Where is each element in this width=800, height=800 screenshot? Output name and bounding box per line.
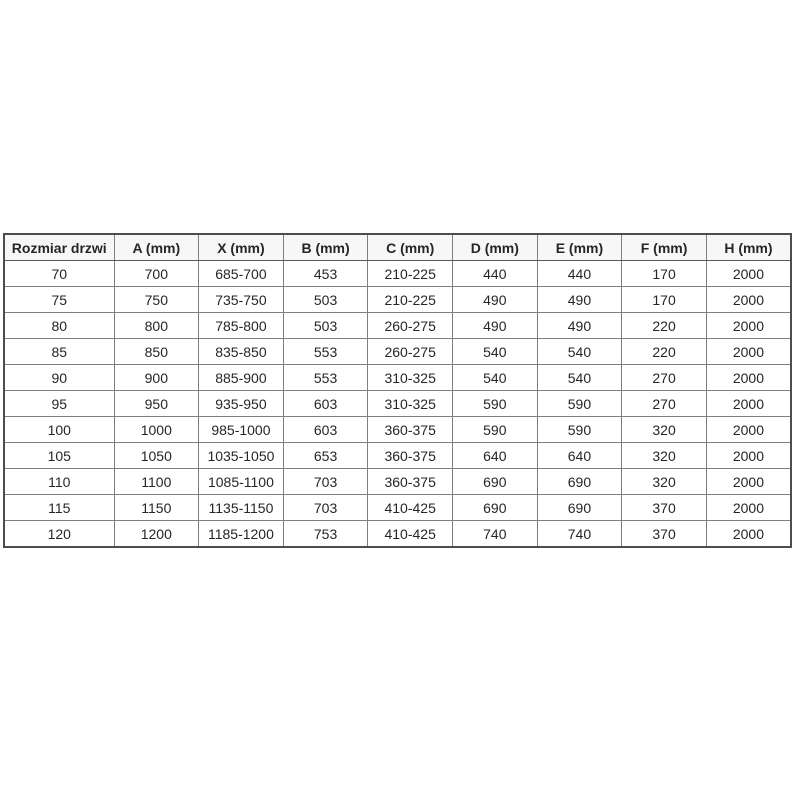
table-row bbox=[4, 339, 791, 365]
column-header-b-mm: B (mm) bbox=[283, 234, 368, 261]
table-row bbox=[4, 287, 791, 313]
column-header-f-mm: F (mm) bbox=[622, 234, 707, 261]
door-dimensions-table bbox=[3, 233, 792, 548]
table-row bbox=[4, 495, 791, 521]
table-cell: 320 bbox=[622, 417, 707, 443]
table-cell: 320 bbox=[622, 443, 707, 469]
table-cell: 270 bbox=[622, 391, 707, 417]
table-cell: 835-850 bbox=[199, 339, 284, 365]
column-header-e-mm: E (mm) bbox=[537, 234, 622, 261]
table-cell: 640 bbox=[537, 443, 622, 469]
column-header-d-mm: D (mm) bbox=[453, 234, 538, 261]
table-cell: 1050 bbox=[114, 443, 199, 469]
table-cell: 360-375 bbox=[368, 469, 453, 495]
table-cell: 900 bbox=[114, 365, 199, 391]
table-cell: 440 bbox=[537, 261, 622, 287]
table-cell: 120 bbox=[4, 521, 114, 548]
table-cell: 210-225 bbox=[368, 287, 453, 313]
table-cell: 75 bbox=[4, 287, 114, 313]
table-cell: 503 bbox=[283, 313, 368, 339]
table-cell: 935-950 bbox=[199, 391, 284, 417]
table-cell: 685-700 bbox=[199, 261, 284, 287]
table-cell: 703 bbox=[283, 495, 368, 521]
table-cell: 1000 bbox=[114, 417, 199, 443]
table-cell: 2000 bbox=[706, 365, 791, 391]
table-cell: 100 bbox=[4, 417, 114, 443]
table-cell: 1100 bbox=[114, 469, 199, 495]
table-cell: 540 bbox=[453, 365, 538, 391]
table-row bbox=[4, 365, 791, 391]
table-cell: 320 bbox=[622, 469, 707, 495]
table-cell: 590 bbox=[453, 391, 538, 417]
table-cell: 700 bbox=[114, 261, 199, 287]
table-body bbox=[4, 261, 791, 548]
table-cell: 985-1000 bbox=[199, 417, 284, 443]
table-cell: 360-375 bbox=[368, 443, 453, 469]
table-cell: 690 bbox=[537, 469, 622, 495]
table-cell: 553 bbox=[283, 339, 368, 365]
table-cell: 640 bbox=[453, 443, 538, 469]
table-row bbox=[4, 261, 791, 287]
table-cell: 2000 bbox=[706, 339, 791, 365]
table-cell: 490 bbox=[537, 313, 622, 339]
table-cell: 703 bbox=[283, 469, 368, 495]
table-cell: 80 bbox=[4, 313, 114, 339]
table-cell: 540 bbox=[453, 339, 538, 365]
table-cell: 2000 bbox=[706, 417, 791, 443]
table-cell: 603 bbox=[283, 391, 368, 417]
table-cell: 260-275 bbox=[368, 313, 453, 339]
table-cell: 2000 bbox=[706, 287, 791, 313]
table-cell: 410-425 bbox=[368, 495, 453, 521]
table-cell: 270 bbox=[622, 365, 707, 391]
table-cell: 453 bbox=[283, 261, 368, 287]
table-row bbox=[4, 313, 791, 339]
table-cell: 1200 bbox=[114, 521, 199, 548]
table-cell: 740 bbox=[537, 521, 622, 548]
table-cell: 2000 bbox=[706, 443, 791, 469]
table-cell: 2000 bbox=[706, 391, 791, 417]
table-row bbox=[4, 443, 791, 469]
table-cell: 603 bbox=[283, 417, 368, 443]
table-cell: 1135-1150 bbox=[199, 495, 284, 521]
table-cell: 220 bbox=[622, 313, 707, 339]
table-cell: 785-800 bbox=[199, 313, 284, 339]
table-cell: 2000 bbox=[706, 469, 791, 495]
table-cell: 2000 bbox=[706, 521, 791, 548]
table-cell: 170 bbox=[622, 287, 707, 313]
table-cell: 590 bbox=[537, 417, 622, 443]
table-cell: 653 bbox=[283, 443, 368, 469]
table-cell: 70 bbox=[4, 261, 114, 287]
table-cell: 210-225 bbox=[368, 261, 453, 287]
table-cell: 90 bbox=[4, 365, 114, 391]
table-cell: 1185-1200 bbox=[199, 521, 284, 548]
table-cell: 1150 bbox=[114, 495, 199, 521]
table-cell: 850 bbox=[114, 339, 199, 365]
table-cell: 370 bbox=[622, 495, 707, 521]
column-header-a-mm: A (mm) bbox=[114, 234, 199, 261]
table-header-row bbox=[4, 234, 791, 261]
table-cell: 490 bbox=[453, 313, 538, 339]
table-cell: 690 bbox=[537, 495, 622, 521]
table-cell: 885-900 bbox=[199, 365, 284, 391]
table-row bbox=[4, 469, 791, 495]
column-header-x-mm: X (mm) bbox=[199, 234, 284, 261]
table-cell: 553 bbox=[283, 365, 368, 391]
table-cell: 590 bbox=[453, 417, 538, 443]
table-cell: 95 bbox=[4, 391, 114, 417]
table-cell: 690 bbox=[453, 495, 538, 521]
table-cell: 2000 bbox=[706, 261, 791, 287]
table-row bbox=[4, 417, 791, 443]
table-cell: 360-375 bbox=[368, 417, 453, 443]
table-row bbox=[4, 521, 791, 548]
table-cell: 800 bbox=[114, 313, 199, 339]
table-cell: 260-275 bbox=[368, 339, 453, 365]
table-cell: 85 bbox=[4, 339, 114, 365]
table-cell: 490 bbox=[453, 287, 538, 313]
table-cell: 490 bbox=[537, 287, 622, 313]
table-cell: 1085-1100 bbox=[199, 469, 284, 495]
column-header-rozmiar-drzwi: Rozmiar drzwi bbox=[4, 234, 114, 261]
table-cell: 440 bbox=[453, 261, 538, 287]
column-header-h-mm: H (mm) bbox=[706, 234, 791, 261]
table-cell: 740 bbox=[453, 521, 538, 548]
table-cell: 115 bbox=[4, 495, 114, 521]
table-cell: 370 bbox=[622, 521, 707, 548]
table-cell: 110 bbox=[4, 469, 114, 495]
table-cell: 950 bbox=[114, 391, 199, 417]
table-cell: 170 bbox=[622, 261, 707, 287]
table-cell: 540 bbox=[537, 339, 622, 365]
table-cell: 310-325 bbox=[368, 391, 453, 417]
table-cell: 753 bbox=[283, 521, 368, 548]
table-cell: 690 bbox=[453, 469, 538, 495]
table-cell: 310-325 bbox=[368, 365, 453, 391]
table-cell: 410-425 bbox=[368, 521, 453, 548]
table-cell: 735-750 bbox=[199, 287, 284, 313]
table-cell: 220 bbox=[622, 339, 707, 365]
table-cell: 105 bbox=[4, 443, 114, 469]
table-cell: 540 bbox=[537, 365, 622, 391]
table-cell: 2000 bbox=[706, 495, 791, 521]
table-cell: 2000 bbox=[706, 313, 791, 339]
table-cell: 590 bbox=[537, 391, 622, 417]
table-cell: 1035-1050 bbox=[199, 443, 284, 469]
table-cell: 750 bbox=[114, 287, 199, 313]
table-row bbox=[4, 391, 791, 417]
table-cell: 503 bbox=[283, 287, 368, 313]
column-header-c-mm: C (mm) bbox=[368, 234, 453, 261]
